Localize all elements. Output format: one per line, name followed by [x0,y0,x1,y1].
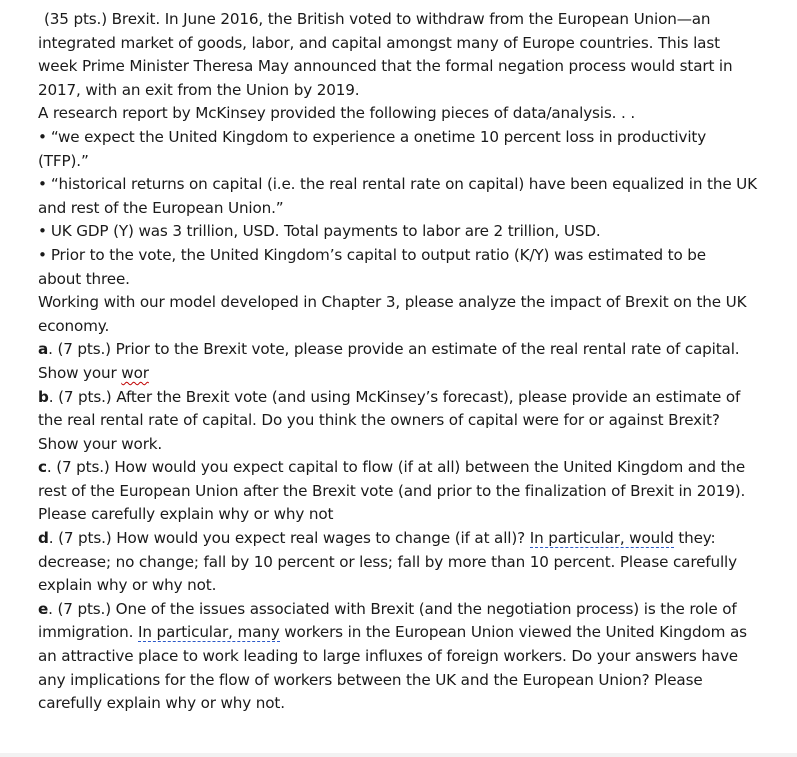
working-model-line-2: economy. [38,316,110,335]
question-b-label: b [38,387,49,406]
bullet-item-productivity-cont: (TFP).” [38,151,89,170]
bullet-icon: • [38,222,47,241]
page-bottom-edge [0,753,797,757]
question-e-line-5: carefully explain why or why not. [38,694,285,713]
bullet-item-returns [38,173,758,197]
grammar-suggestion-mark[interactable]: In particular, would [529,529,674,548]
question-e-label: e [38,599,49,618]
question-e-line-4: any implications for the flow of workers between the UK and the European Union? Please [38,670,703,689]
bullet-icon: • [38,245,47,264]
question-a-text: . (7 pts.) Prior to the Brexit vote, please provide an estimate of the real rental rate of capital. [48,340,740,359]
bullet-icon: • [38,127,47,146]
working-model-line-1: Working with our model developed in Chapter 3, please analyze the impact of Brexit on the UK [38,293,747,312]
question-e-text: . (7 pts.) One of the issues associated with Brexit (and the negotiation process) is the role of [48,599,737,618]
question-c-line-3: Please carefully explain why or why not [38,505,334,524]
question-d-text: . (7 pts.) How would you expect real wages to change (if at all)? [48,529,530,548]
bullet-item-capital-ratio-cont: about three. [38,269,130,288]
question-d-line-1 [38,527,758,551]
question-c-text: . (7 pts.) How would you expect capital to flow (if at all) between the United Kingdom and the [46,458,746,477]
bullet-text: “historical returns on capital (i.e. the real rental rate on capital) have been equalized in the UK [50,175,757,194]
question-a-line-1 [38,338,758,362]
question-c-line-1 [38,456,758,480]
bullet-item-gdp [38,220,758,244]
question-b-line-2: the real rental rate of capital. Do you think the owners of capital were for or against Brexit? [38,411,720,430]
bullet-text: UK GDP (Y) was 3 trillion, USD. Total payments to labor are 2 trillion, USD. [50,222,601,241]
question-d-label: d [38,529,49,548]
question-e-text: workers in the European Union viewed the United Kingdom as [279,623,747,642]
bullet-text: “we expect the United Kingdom to experience a onetime 10 percent loss in productivity [50,127,707,146]
question-c-line-2: rest of the European Union after the Brexit vote (and prior to the finalization of Brexit in 2019). [38,481,746,500]
spelling-error-mark[interactable]: wor [121,363,149,382]
bullet-item-capital-ratio [38,244,758,268]
paragraph-intro-line-2: integrated market of goods, labor, and capital amongst many of Europe countries. This last [38,33,720,52]
paragraph-intro-line-4: 2017, with an exit from the Union by 2019. [38,80,360,99]
question-a-text: Show your [38,363,122,382]
paragraph-intro-line-1: (35 pts.) Brexit. In June 2016, the British voted to withdraw from the European Union—an [44,10,711,28]
question-e-line-1 [38,598,758,622]
question-b-text: . (7 pts.) After the Brexit vote (and using McKinsey’s forecast), please provide an estimate of [48,387,741,406]
question-e-line-2 [38,621,758,645]
research-report-line: A research report by McKinsey provided the following pieces of data/analysis. . . [38,104,636,123]
bullet-icon: • [38,175,47,194]
question-d-line-2: decrease; no change; fall by 10 percent or less; fall by more than 10 percent. Please carefully [38,552,737,571]
grammar-suggestion-mark[interactable]: In particular, many [138,623,280,642]
question-b-line-3: Show your work. [38,434,163,453]
paragraph-intro-line-3: week Prime Minister Theresa May announced that the formal negation process would start in [38,57,733,76]
question-e-line-3: an attractive place to work leading to large influxes of foreign workers. Do your answers have [38,647,739,666]
question-d-text: they: [673,529,716,548]
question-e-text: immigration. [38,623,139,642]
bullet-item-productivity [38,126,758,150]
question-a-line-2 [38,362,758,386]
document-body[interactable] [38,8,758,716]
question-c-label: c [38,458,47,477]
question-d-line-3: explain why or why not. [38,576,217,595]
question-a-label: a [38,340,49,359]
bullet-item-returns-cont: and rest of the European Union.” [38,198,284,217]
bullet-text: Prior to the vote, the United Kingdom’s capital to output ratio (K/Y) was estimated to be [50,245,706,264]
question-b-line-1 [38,386,758,410]
